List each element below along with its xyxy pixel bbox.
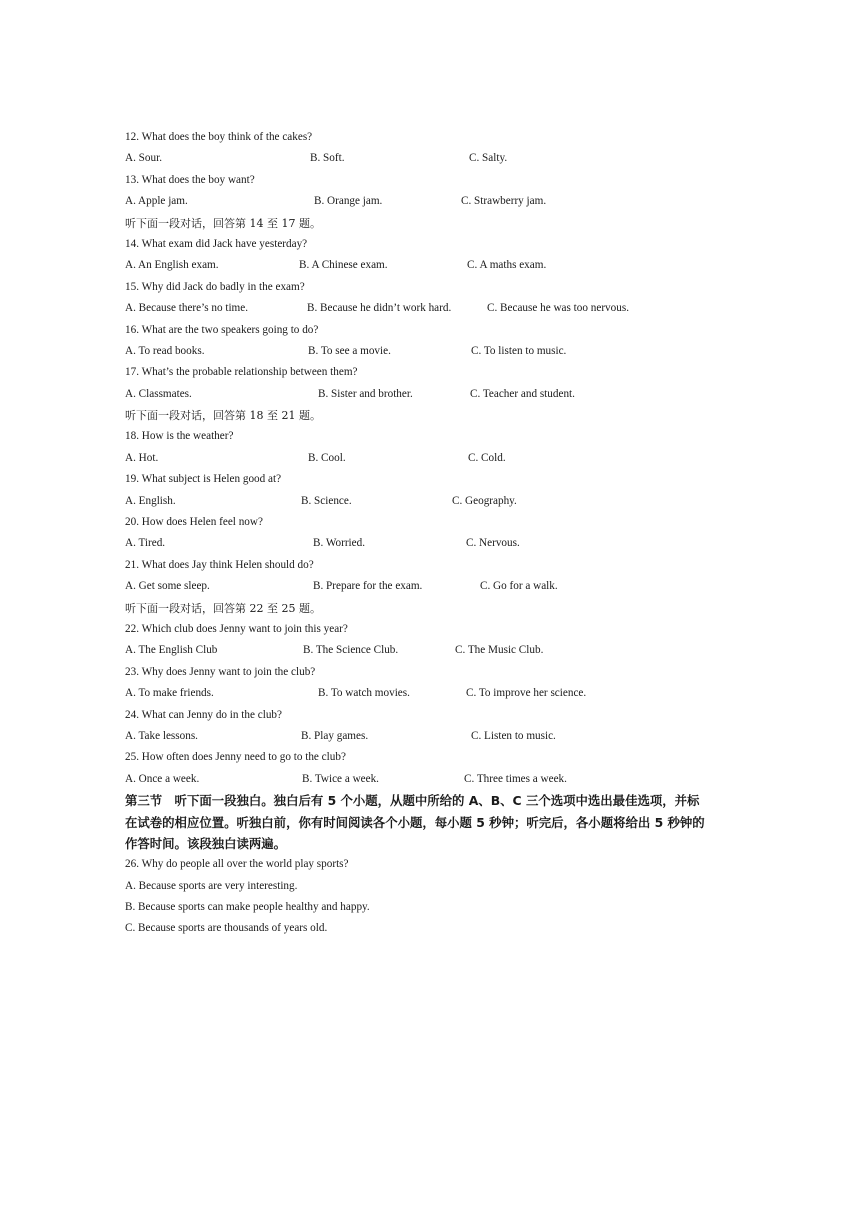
options-21 (125, 576, 725, 597)
option-a: A. An English exam. (125, 259, 219, 272)
option-c: C. Because sports are thousands of years old. (125, 922, 328, 935)
option-b: B. Sister and brother. (318, 387, 413, 400)
option-c: C. Go for a walk. (480, 580, 558, 593)
instruction-14-17: 听下面一段对话，回答第 14 至 17 题。 (125, 216, 321, 230)
option-a: A. Tired. (125, 537, 166, 550)
option-c: C. To listen to music. (471, 344, 567, 357)
question-20: 20. How does Helen feel now? (125, 516, 263, 529)
option-c: C. Teacher and student. (470, 387, 575, 400)
option-c: C. Three times a week. (464, 772, 567, 785)
options-23 (125, 683, 725, 704)
option-a: A. The English Club (125, 644, 218, 657)
option-c: C. The Music Club. (455, 644, 544, 657)
option-c: C. Cold. (468, 451, 506, 464)
option-a: A. To read books. (125, 344, 205, 357)
option-b: B. Twice a week. (302, 772, 379, 785)
question-19: 19. What subject is Helen good at? (125, 473, 282, 486)
option-c: C. Nervous. (466, 537, 520, 550)
option-c: C. Because he was too nervous. (487, 302, 629, 315)
question-13: 13. What does the boy want? (125, 173, 255, 186)
option-a: A. English. (125, 494, 176, 507)
options-24 (125, 726, 725, 747)
question-24: 24. What can Jenny do in the club? (125, 708, 282, 721)
options-18 (125, 448, 725, 469)
instruction-18-21: 听下面一段对话，回答第 18 至 21 题。 (125, 409, 321, 423)
option-a: A. Because sports are very interesting. (125, 879, 298, 892)
option-a: A. Apple jam. (125, 195, 188, 208)
options-14 (125, 255, 725, 276)
option-b: B. Play games. (301, 729, 369, 742)
option-c: C. To improve her science. (466, 687, 587, 700)
question-26: 26. Why do people all over the world play sports? (125, 858, 349, 871)
option-a: A. Classmates. (125, 387, 192, 400)
options-16 (125, 341, 725, 362)
options-17 (125, 384, 725, 405)
option-c: C. Geography. (452, 494, 517, 507)
question-21: 21. What does Jay think Helen should do? (125, 558, 314, 571)
question-23: 23. Why does Jenny want to join the club? (125, 665, 316, 678)
options-20 (125, 533, 725, 554)
question-15: 15. Why did Jack do badly in the exam? (125, 280, 305, 293)
options-13 (125, 191, 725, 212)
option-c: C. Strawberry jam. (461, 195, 547, 208)
question-14: 14. What exam did Jack have yesterday? (125, 237, 308, 250)
section-3-instructions: 第三节 听下面一段独白。独白后有 5 个小题，从题中所给的 A、B、C 三个选项中选出最佳选项，并标在试卷的相应位置。听独白前，你有时间阅读各个小题，每小题 5 秒钟；听完后，各小题将给出 5 秒钟的作答时间。该段独白读两遍。 (125, 793, 705, 851)
option-b: B. Orange jam. (314, 195, 383, 208)
option-a: A. Hot. (125, 451, 159, 464)
options-25 (125, 769, 725, 790)
question-22: 22. Which club does Jenny want to join this year? (125, 622, 348, 635)
option-b: B. Worried. (313, 537, 366, 550)
option-b: B. The Science Club. (303, 644, 399, 657)
instruction-22-25: 听下面一段对话，回答第 22 至 25 题。 (125, 601, 321, 615)
option-c: C. Listen to music. (471, 729, 556, 742)
option-c: C. Salty. (469, 152, 508, 165)
option-b: B. To see a movie. (308, 344, 391, 357)
options-12 (125, 148, 725, 169)
option-b: B. Because sports can make people healthy and happy. (125, 901, 370, 914)
question-16: 16. What are the two speakers going to do? (125, 323, 319, 336)
option-a: A. Once a week. (125, 772, 200, 785)
option-a: A. Because there’s no time. (125, 302, 249, 315)
question-12: 12. What does the boy think of the cakes? (125, 131, 313, 143)
option-a: A. Sour. (125, 152, 162, 165)
option-b: B. Science. (301, 494, 352, 507)
option-a: A. To make friends. (125, 687, 214, 700)
option-b: B. Cool. (308, 451, 346, 464)
option-a: A. Take lessons. (125, 729, 198, 742)
option-b: B. Soft. (310, 152, 345, 165)
option-b: B. Because he didn’t work hard. (307, 302, 452, 315)
options-15 (125, 298, 725, 319)
question-17: 17. What’s the probable relationship between them? (125, 366, 358, 379)
options-22 (125, 640, 725, 661)
option-b: B. A Chinese exam. (299, 259, 388, 272)
option-b: B. Prepare for the exam. (313, 580, 423, 593)
question-25: 25. How often does Jenny need to go to the club? (125, 751, 346, 764)
option-b: B. To watch movies. (318, 687, 410, 700)
question-18: 18. How is the weather? (125, 430, 234, 443)
listening-section (125, 127, 725, 940)
options-19 (125, 491, 725, 512)
option-a: A. Get some sleep. (125, 580, 210, 593)
option-c: C. A maths exam. (467, 259, 547, 272)
